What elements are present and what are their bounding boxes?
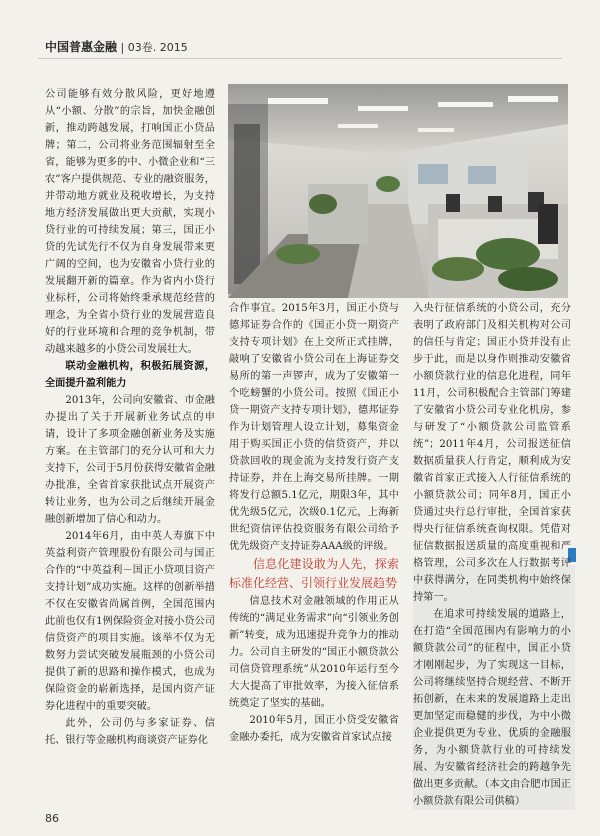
paragraph: 公司能够有效分散风险，更好地遵从“小额、分散”的宗旨，加快金融创新，推动跨越发展，打响国正小贷品牌；第二，公司将业务范围辐射至全省，能够为更多的中、小微企业和“三农”客户提供规范、专业的融资服务，并带动地方就业及税收增长，为支持地方经济发展做出更大贡献，实现小贷行业的可持续发展；第三，国正小贷的先试先行不仅为自身发展带来更广阔的空间，也为安徽省小贷行业的发展翻开新的篇章。作为省内小贷行业标杆，公司将始终秉承规范经营的理念，为全省小贷行业的发展营造良好的行业环境和合理的竞争机制，带动越来越多的小贷公司发展壮大。 (45, 89, 215, 355)
paragraph: 在追求可持续发展的道路上，在打造“全国范围内有影响力的小额贷款公司”的征程中，国正小贷才刚刚起步，为了实现这一目标，公司将继续坚持合规经营、不断开拓创新，在未来的发展道路上走出更加坚定而稳健的步伐，为中小微企业提供更为专业、优质的金融服务，为小额贷款行业的可持续发展、为安徽省经济社会的跨越争先做出更多贡献。（本文由合肥市国正小额贷款有限公司供稿） (413, 609, 571, 807)
paragraph: 入央行征信系统的小贷公司，充分表明了政府部门及相关机构对公司的信任与肯定；国正小贷并没有止步于此，而是以身作则推动安徽省小额贷款行业的信息化进程，同年11月，公司积极配合主管部门筹建了安徽省小贷公司专业化机房，参与研发了“小额贷款公司监管系统”；2011年4月，公司报送征信数据质量获人行肯定，顺利成为安徽省首家正式接入人行征信系统的小额贷款公司；同年8月，国正小贷通过央行总行审批，全国首家获得央行征信系统查询权限。凭借对征信数据报送质量的高度重视和严格管理，公司多次在人行数据考评中获得满分，在同类机构中始终保持第一。 (413, 303, 571, 603)
column-3 (413, 300, 571, 810)
subheading: 联动金融机构，积极拓展资源，全面提升盈利能力 (45, 361, 215, 389)
issue-label: 03卷. 2015 (127, 41, 188, 54)
paragraph: 信息技术对金融领域的作用正从传统的“满足业务需求”向“引领业务创新”转变，成为迅速提升竞争力的推动力。公司自主研发的“国正小额贷款公司信贷管理系统”从2010年运行至今大大提高了审批效率，为接入征信系统奠定了坚实的基础。 (229, 596, 399, 709)
column-1 (45, 86, 215, 749)
office-photo (228, 84, 568, 298)
page-number: 86 (45, 812, 59, 825)
paragraph: 2013年，公司向安徽省、市金融办提出了关于开展新业务试点的申请，设计了多项金融创新业务及实施方案。在主管部门的充分认可和大力支持下，公司于5月份获得安徽省金融办批准，全省首家获批试点开展资产转让业务，也为公司之后继续开展金融创新增加了信心和动力。 (45, 395, 215, 525)
paragraph: 此外，公司仍与多家证券、信托、银行等金融机构商谈资产证券化 (45, 718, 215, 746)
section-title: 信息化建设敢为人先，探索标准化经营、引领行业发展趋势 (229, 557, 399, 590)
header-divider (38, 58, 562, 59)
paragraph: 2014年6月，由中英人寿旗下中英益利资产管理股份有限公司与国正合作的“中英益利－国正小贷项目资产支持计划”成功实施。这样的创新举措不仅在安徽省尚属首例，全国范围内此前也仅有1例保险资金对接小贷公司信贷资产的项目实施。该举不仅为无数努力尝试突破发展瓶颈的小贷公司提供了新的思路和操作模式，也成为保险资金的崭新选择，是国内资产证券化进程中的重要突破。 (45, 531, 215, 712)
page-header: 中国普惠金融 | 03卷. 2015 (45, 40, 188, 54)
paragraph: 2010年5月，国正小贷受安徽省金融办委托，成为安徽省首家试点接 (229, 715, 399, 743)
magazine-title: 中国普惠金融 (45, 40, 118, 54)
column-2 (229, 300, 399, 746)
office-photo-image (228, 84, 568, 298)
paragraph: 合作事宜。2015年3月，国正小贷与德邦证券合作的《国正小贷一期资产支持专项计划》在上交所正式挂牌，敲响了安徽省小贷公司在上海证券交易所的第一声锣声，成为了安徽第一个吃螃蟹的小贷公司。按照《国正小贷一期资产支持专项计划》，德邦证券作为计划管理人设立计划，募集资金用于购买国正小贷的信贷资产，并以贷款回收的现金流为支持发行资产支持证券，并在上海交易所挂牌。一期将发行总额5.1亿元，期限3年，其中优先级5亿元，次级0.1亿元，上海新世纪资信评估投资服务有限公司给予优先级资产支持证券AAA级的评级。 (229, 303, 399, 552)
